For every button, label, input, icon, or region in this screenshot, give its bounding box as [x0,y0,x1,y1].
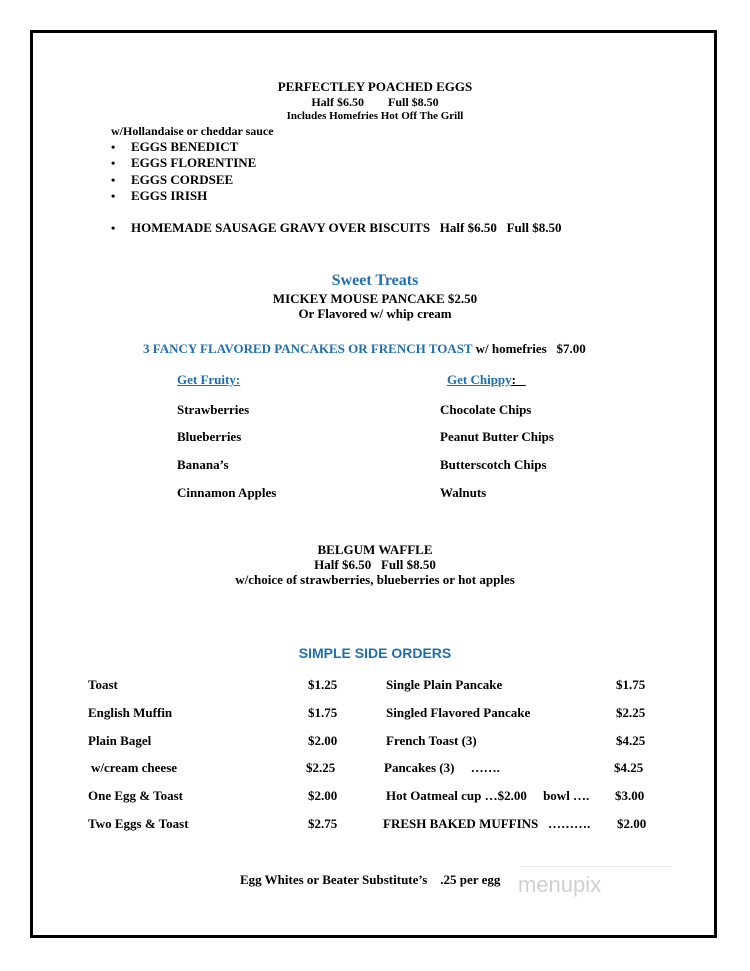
side-item-name: One Egg & Toast [88,788,183,803]
poached-prices: Half $6.50 Full $8.50 [311,95,439,109]
side-item-name: French Toast (3) [386,733,477,748]
watermark-logo: menupix [518,872,602,897]
fancy-line [143,341,586,357]
side-item-price: $2.00 [617,816,647,831]
side-item-price: $4.25 [616,733,646,748]
fruity-item: Banana’s [177,457,229,472]
bullet: • [111,173,116,187]
gravy-line: HOMEMADE SAUSAGE GRAVY OVER BISCUITS Half $6.50 Full $8.50 [131,220,562,235]
side-item-name: Hot Oatmeal cup …$2.00 bowl …. [386,788,590,803]
side-item-name: w/cream cheese [91,760,178,775]
list-item: EGGS FLORENTINE [131,155,257,170]
side-item-price: $1.75 [616,677,646,692]
get-fruity-heading: Get Fruity: [177,372,241,387]
side-item-price: $2.75 [308,816,338,831]
fancy-title: 3 FANCY FLAVORED PANCAKES OR FRENCH TOAST [143,341,473,356]
get-chippy-heading [447,372,526,388]
bullet: • [111,189,116,203]
flavored-whip: Or Flavored w/ whip cream [298,306,452,321]
side-item-name: Singled Flavored Pancake [386,705,531,720]
waffle-choice: w/choice of strawberries, blueberries or hot apples [235,572,515,587]
side-item-name: Toast [88,677,118,692]
side-item-price: $3.00 [615,788,645,803]
poached-includes: Includes Homefries Hot Off The Grill [286,110,464,122]
watermark-line [520,866,670,867]
chippy-item: Walnuts [440,485,487,500]
fancy-price: w/ homefries $7.00 [472,341,586,356]
get-chippy-label: Get Chippy [447,372,512,387]
side-item-price: $1.75 [308,705,338,720]
side-item-name: English Muffin [88,705,173,720]
side-item-price: $2.00 [308,733,338,748]
side-item-name: Two Eggs & Toast [88,816,189,831]
bullet: • [111,140,116,154]
side-item-name: Pancakes (3) ……. [384,760,500,775]
fruity-item: Blueberries [177,429,242,444]
bullet: • [111,156,116,170]
poached-title: PERFECTLEY POACHED EGGS [277,79,473,94]
list-item: EGGS IRISH [131,188,208,203]
sweet-treats-title: Sweet Treats [331,272,419,289]
mickey-pancake: MICKEY MOUSE PANCAKE $2.50 [272,291,478,306]
side-item-price: $1.25 [308,677,338,692]
side-item-price: $2.25 [306,760,336,775]
side-item-price: $4.25 [614,760,644,775]
side-item-name: FRESH BAKED MUFFINS ………. [383,816,591,831]
side-item-name: Plain Bagel [88,733,152,748]
fruity-item: Strawberries [177,402,250,417]
chippy-item: Chocolate Chips [440,402,532,417]
poached-sauce: w/Hollandaise or cheddar sauce [111,124,274,138]
side-item-name: Single Plain Pancake [386,677,503,692]
waffle-prices: Half $6.50 Full $8.50 [314,557,436,572]
fruity-item: Cinnamon Apples [177,485,277,500]
side-orders-title: SIMPLE SIDE ORDERS [298,645,452,661]
side-item-price: $2.25 [616,705,646,720]
chippy-item: Peanut Butter Chips [440,429,554,444]
egg-whites-note: Egg Whites or Beater Substitute’s .25 per egg [240,872,501,887]
side-item-price: $2.00 [308,788,338,803]
bullet: • [111,221,116,235]
list-item: EGGS BENEDICT [131,139,239,154]
get-chippy-suffix: : [511,372,526,387]
waffle-title: BELGUM WAFFLE [317,542,433,557]
list-item: EGGS CORDSEE [131,172,234,187]
chippy-item: Butterscotch Chips [440,457,547,472]
